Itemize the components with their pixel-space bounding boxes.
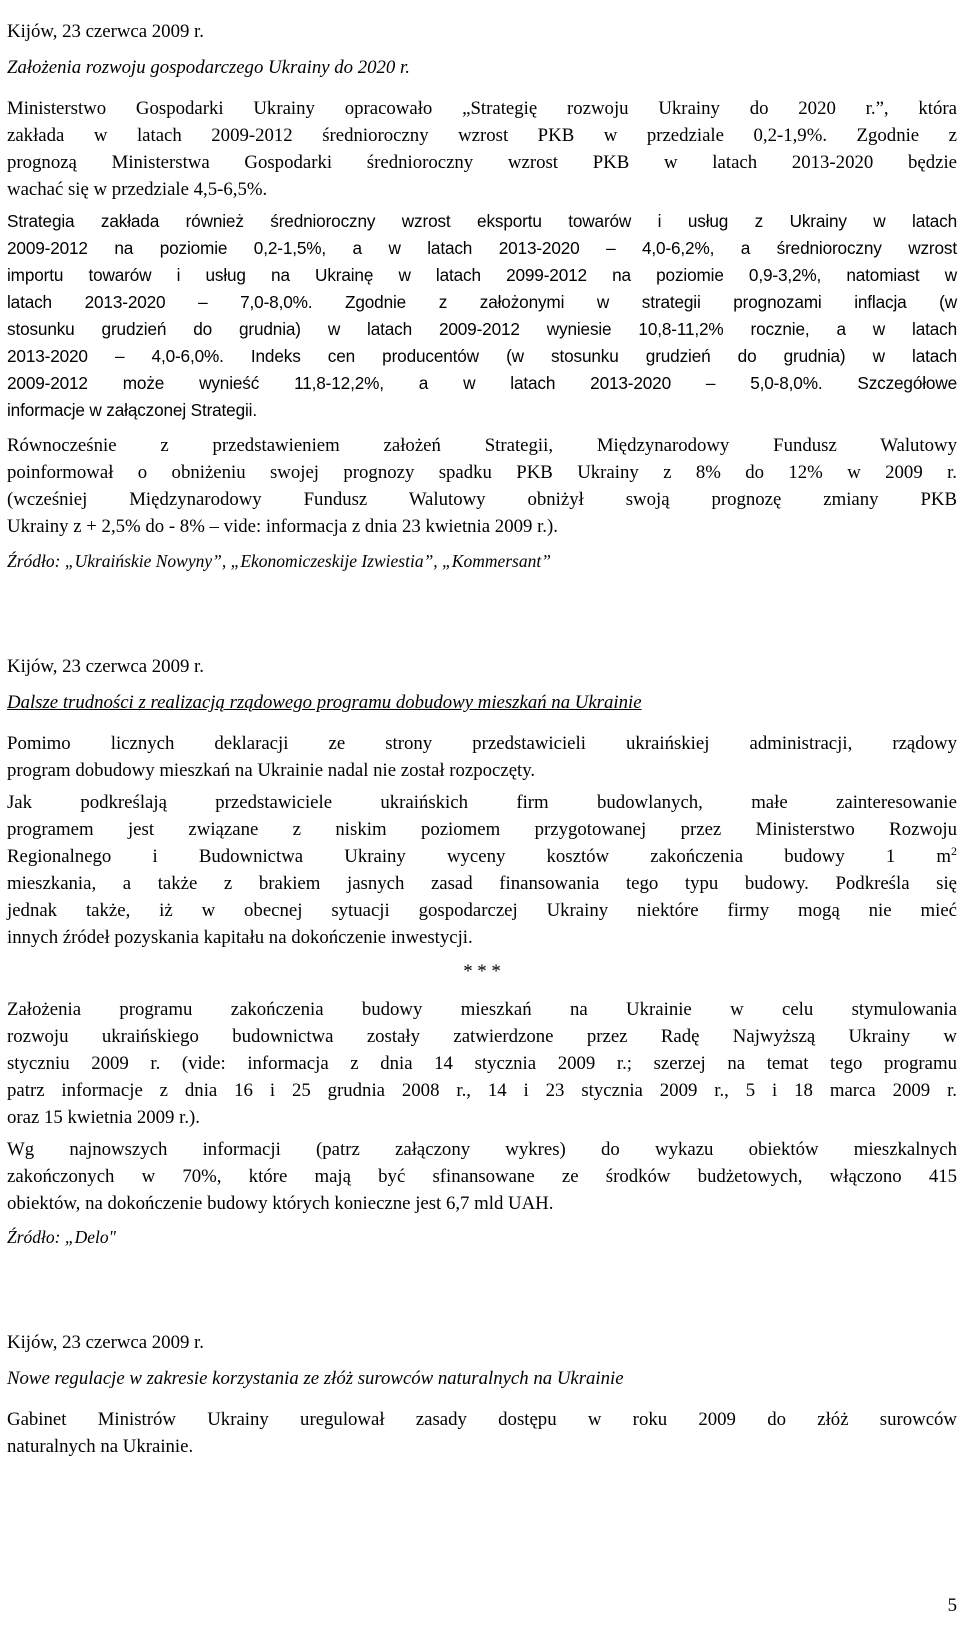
article-3-date xyxy=(7,1329,957,1356)
text-line: oraz 15 kwietnia 2009 r.). xyxy=(7,1107,200,1128)
page-number-text: 5 xyxy=(947,1595,957,1616)
article-1-paragraph-3 xyxy=(7,432,957,540)
article-2-paragraph-3 xyxy=(7,996,957,1131)
text-line: patrz informacje z dnia 16 i 25 grudnia 2008 r., 14 i 23 stycznia 2009 r., 5 i 18 marca 2009 r. xyxy=(7,1080,957,1101)
text-line: importu towarów i usług na Ukrainę w latach 2099-2012 na poziomie 0,9-3,2%, natomiast w xyxy=(7,265,957,285)
text-line: jednak także, iż w obecnej sytuacji gospodarczej Ukrainy niektóre firmy mogą nie mieć xyxy=(7,900,957,921)
text-line: 2009-2012 może wynieść 11,8-12,2%, a w latach 2013-2020 – 5,0-8,0%. Szczegółowe xyxy=(7,373,957,393)
text-line: programem jest związane z niskim poziomem przygotowanej przez Ministerstwo Rozwoju xyxy=(7,819,957,840)
text-line: 2009-2012 na poziomie 0,2-1,5%, a w latach 2013-2020 – 4,0-6,2%, a średnioroczny wzrost xyxy=(7,238,957,258)
article-title: Założenia rozwoju gospodarczego Ukrainy do 2020 r. xyxy=(7,57,410,78)
text-line: prognozą Ministerstwa Gospodarki średnioroczny wzrost PKB w latach 2013-2020 będzie xyxy=(7,152,957,173)
text-line: program dobudowy mieszkań na Ukrainie nadal nie został rozpoczęty. xyxy=(7,760,536,781)
page-number xyxy=(7,1592,957,1619)
article-2-paragraph-2 xyxy=(7,789,957,951)
text-line: mieszkania, a także z brakiem jasnych zasad finansowania tego typu budowy. Podkreśla się xyxy=(7,873,957,894)
source-line: Źródło: „Delo" xyxy=(7,1227,116,1247)
text-line: obiektów, na dokończenie budowy których konieczne jest 6,7 mld UAH. xyxy=(7,1193,554,1214)
article-1-paragraph-1 xyxy=(7,95,957,203)
text-line: Gabinet Ministrów Ukrainy uregulował zasady dostępu w roku 2009 do złóż surowców xyxy=(7,1409,957,1430)
text-line: zakłada w latach 2009-2012 średnioroczny wzrost PKB w przedziale 0,2-1,9%. Zgodnie z xyxy=(7,125,957,146)
text-line: Strategia zakłada również średnioroczny wzrost eksportu towarów i usług z Ukrainy w latach xyxy=(7,211,957,231)
text-line: Równocześnie z przedstawieniem założeń Strategii, Międzynarodowy Fundusz Walutowy xyxy=(7,435,957,456)
source-line: Źródło: „Ukraińskie Nowyny”, „Ekonomiczeskije Izwiestia”, „Kommersant” xyxy=(7,551,551,571)
text-segment: Regionalnego i Budownictwa Ukrainy wyceny kosztów zakończenia budowy 1 m xyxy=(7,846,951,867)
text-line: (wcześniej Międzynarodowy Fundusz Walutowy obniżył swoją prognozę zmiany PKB xyxy=(7,489,957,510)
article-title: Dalsze trudności z realizacją rządowego programu dobudowy mieszkań na Ukrainie xyxy=(7,692,642,713)
article-1-date xyxy=(7,18,957,45)
text-line: styczniu 2009 r. (vide: informacja z dnia 14 stycznia 2009 r.; szerzej na temat tego programu xyxy=(7,1053,957,1074)
article-1-title xyxy=(7,54,957,81)
date-line: Kijów, 23 czerwca 2009 r. xyxy=(7,21,204,42)
text-line: Założenia programu zakończenia budowy mieszkań na Ukrainie w celu stymulowania xyxy=(7,999,957,1020)
article-3-title xyxy=(7,1365,957,1392)
text-line-with-superscript xyxy=(7,843,957,870)
text-line: stosunku grudzień do grudnia) w latach 2009-2012 wyniesie 10,8-11,2% rocznie, a w latach xyxy=(7,319,957,339)
text-line: naturalnych na Ukrainie. xyxy=(7,1436,194,1457)
text-line: zakończonych w 70%, które mają być sfinansowane ze środków budżetowych, włączono 415 xyxy=(7,1166,957,1187)
article-3-paragraph-1 xyxy=(7,1406,957,1460)
article-2-title xyxy=(7,689,957,716)
text-line: Wg najnowszych informacji (patrz załączony wykres) do wykazu obiektów mieszkalnych xyxy=(7,1139,957,1160)
article-2-paragraph-1 xyxy=(7,730,957,784)
article-title: Nowe regulacje w zakresie korzystania ze złóż surowców naturalnych na Ukrainie xyxy=(7,1368,624,1389)
separator-text: * * * xyxy=(463,961,501,982)
text-line: poinformował o obniżeniu swojej prognozy spadku PKB Ukrainy z 8% do 12% w 2009 r. xyxy=(7,462,957,483)
date-line: Kijów, 23 czerwca 2009 r. xyxy=(7,1332,204,1353)
article-2-paragraph-4 xyxy=(7,1136,957,1217)
article-1-source xyxy=(7,548,957,575)
text-line: Jak podkreślają przedstawiciele ukraińskich firm budowlanych, małe zainteresowanie xyxy=(7,792,957,813)
text-line: innych źródeł pozyskania kapitału na dokończenie inwestycji. xyxy=(7,927,473,948)
text-line: latach 2013-2020 – 7,0-8,0%. Zgodnie z założonymi w strategii prognozami inflacja (w xyxy=(7,292,957,312)
text-line: Pomimo licznych deklaracji ze strony przedstawicieli ukraińskiej administracji, rządowy xyxy=(7,733,957,754)
text-line: wachać się w przedziale 4,5-6,5%. xyxy=(7,179,268,200)
text-line: 2013-2020 – 4,0-6,0%. Indeks cen producentów (w stosunku grudzień do grudnia) w latach xyxy=(7,346,957,366)
text-line: informacje w załączonej Strategii. xyxy=(7,400,257,420)
text-line: Ministerstwo Gospodarki Ukrainy opracowało „Strategię rozwoju Ukrainy do 2020 r.”, która xyxy=(7,98,957,119)
text-line: rozwoju ukraińskiego budownictwa zostały zatwierdzone przez Radę Najwyższą Ukrainy w xyxy=(7,1026,957,1047)
text-line: Ukrainy z + 2,5% do - 8% – vide: informacja z dnia 23 kwietnia 2009 r.). xyxy=(7,516,558,537)
article-1-paragraph-2 xyxy=(7,208,957,424)
section-separator xyxy=(7,958,957,985)
superscript: 2 xyxy=(951,844,957,858)
date-line: Kijów, 23 czerwca 2009 r. xyxy=(7,656,204,677)
article-2-source xyxy=(7,1224,957,1251)
article-2-date xyxy=(7,653,957,680)
